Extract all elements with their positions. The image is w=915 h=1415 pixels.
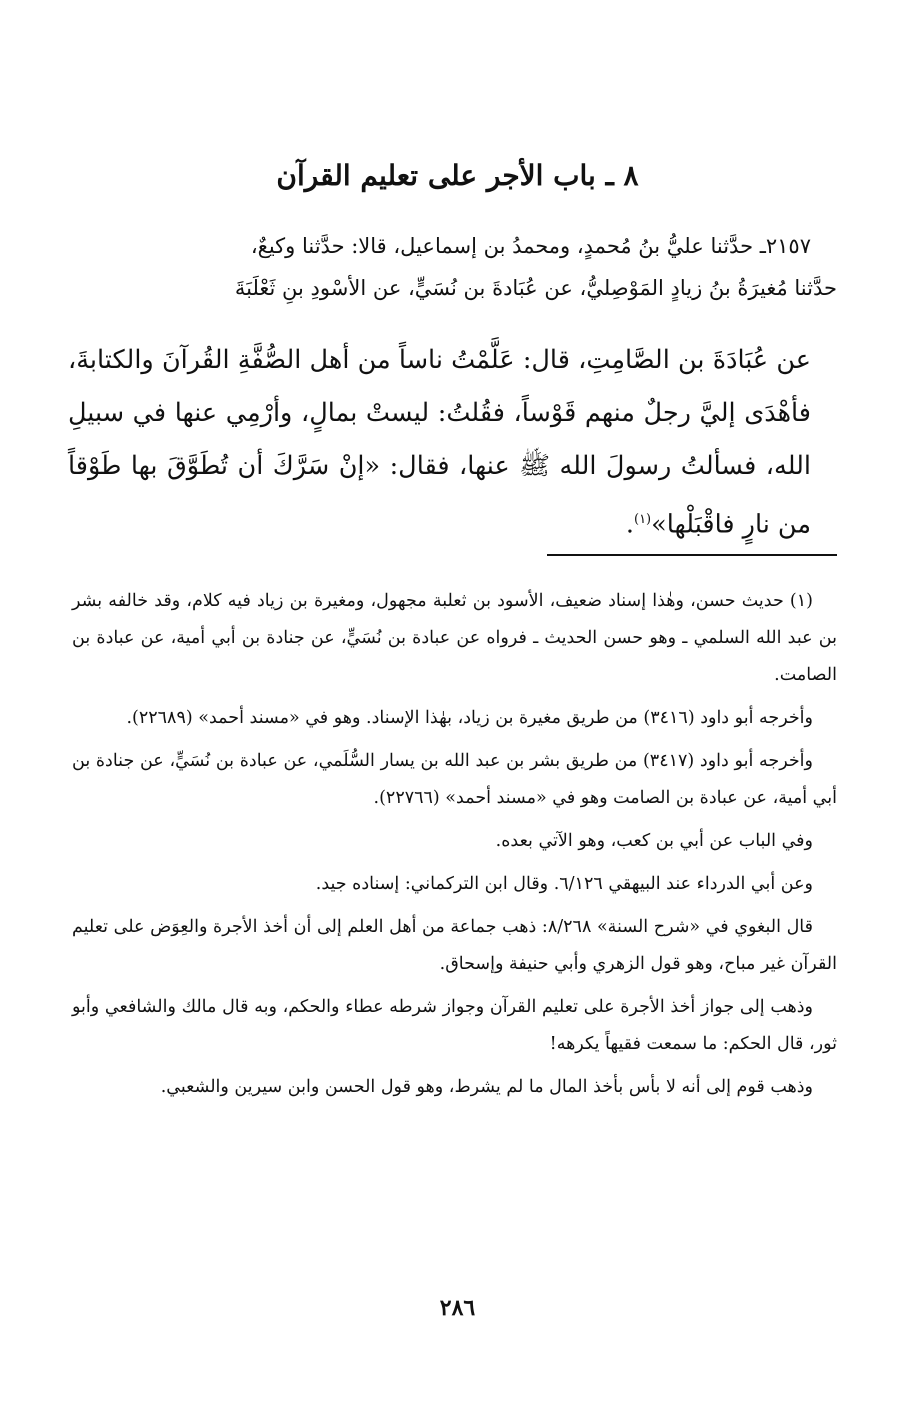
footnote-paragraph: وأخرجه أبو داود (٣٤١٦) من طريق مغيرة بن زياد، بهٰذا الإسناد. وهو في «مسند أحمد» (٢٢٦٨٩). [126, 708, 813, 728]
footnote-paragraph: وفي الباب عن أبي بن كعب، وهو الآتي بعده. [495, 831, 813, 851]
footnote-marker: (١) [633, 512, 652, 527]
footnote-paragraph: وذهب إلى جواز أخذ الأجرة على تعليم القرآن وجواز شرطه عطاء والحكم، وبه قال مالك والشافعي وأبو ثور، قال الحكم: ما سمعت فقيهاً يكرهه! [72, 997, 837, 1054]
chapter-title: ٨ ـ باب الأجر على تعليم القرآن [276, 159, 639, 192]
matn-end: . [625, 509, 634, 540]
footnote-paragraph: (١) حديث حسن، وهٰذا إسناد ضعيف، الأسود بن ثعلبة مجهول، ومغيرة بن زياد فيه كلام، وقد خالفه بشر بن عبد الله السلمي ـ وهو حسن الحديث ـ فرواه عن عبادة بن نُسَيٍّ، عن جنادة بن أبي أمية، عن عبادة بن الصامت. [72, 591, 837, 685]
footnote-paragraph: وعن أبي الدرداء عند البيهقي ٦/١٢٦. وقال ابن التركماني: إسناده جيد. [315, 874, 813, 894]
isnad-line-1: ٢١٥٧ـ حدَّثنا عليُّ بنُ مُحمدٍ، ومحمدُ بن إسماعيل، قالا: حدَّثنا وكيعٌ، [250, 234, 811, 258]
footnote-paragraph: قال البغوي في «شرح السنة» ٨/٢٦٨: ذهب جماعة من أهل العلم إلى أن أخذ الأجرة والعِوَض على تعليم القرآن غير مباح، وهو قول الزهري وأبي حنيفة وإسحاق. [72, 917, 837, 974]
isnad-line-2: حدَّثنا مُغيرَةُ بنُ زيادٍ المَوْصِليُّ، عن عُبَادةَ بن نُسَيٍّ، عن الأسْودِ بنِ ثَعْلَبَةَ [234, 276, 837, 300]
hadith-isnad [72, 225, 837, 309]
matn-paragraph [68, 334, 837, 552]
footnote-paragraph: وأخرجه أبو داود (٣٤١٧) من طريق بشر بن عبد الله بن يسار السُّلَمي، عن عبادة بن نُسَيٍّ، عن جنادة بن أبي أمية، عن عبادة بن الصامت وهو في «مسند أحمد» (٢٢٧٦٦). [72, 751, 837, 808]
hadith-matn [68, 334, 837, 552]
footnotes [72, 583, 837, 1106]
footnote-divider [547, 554, 837, 556]
footnote-paragraph: وذهب قوم إلى أنه لا بأس بأخذ المال ما لم يشرط، وهو قول الحسن وابن سيرين والشعبي. [160, 1077, 813, 1097]
page-number: ٢٨٦ [439, 1295, 476, 1321]
matn-text: عن عُبَادَةَ بن الصَّامِتِ، قال: عَلَّمْتُ ناساً من أهل الصُّفَّةِ القُرآنَ والكتابةَ، فأهْدَى إليَّ رجلٌ منهم قَوْساً، فقُلتُ: ليستْ بمالٍ، وأرْمِي عنها في سبيلِ الله، فسألتُ رسولَ الله ﷺ عنها، فقال: «إنْ سَرَّكَ أن تُطَوَّقَ بها طَوْقاً من نارٍ فاقْبَلْها» [68, 345, 811, 540]
